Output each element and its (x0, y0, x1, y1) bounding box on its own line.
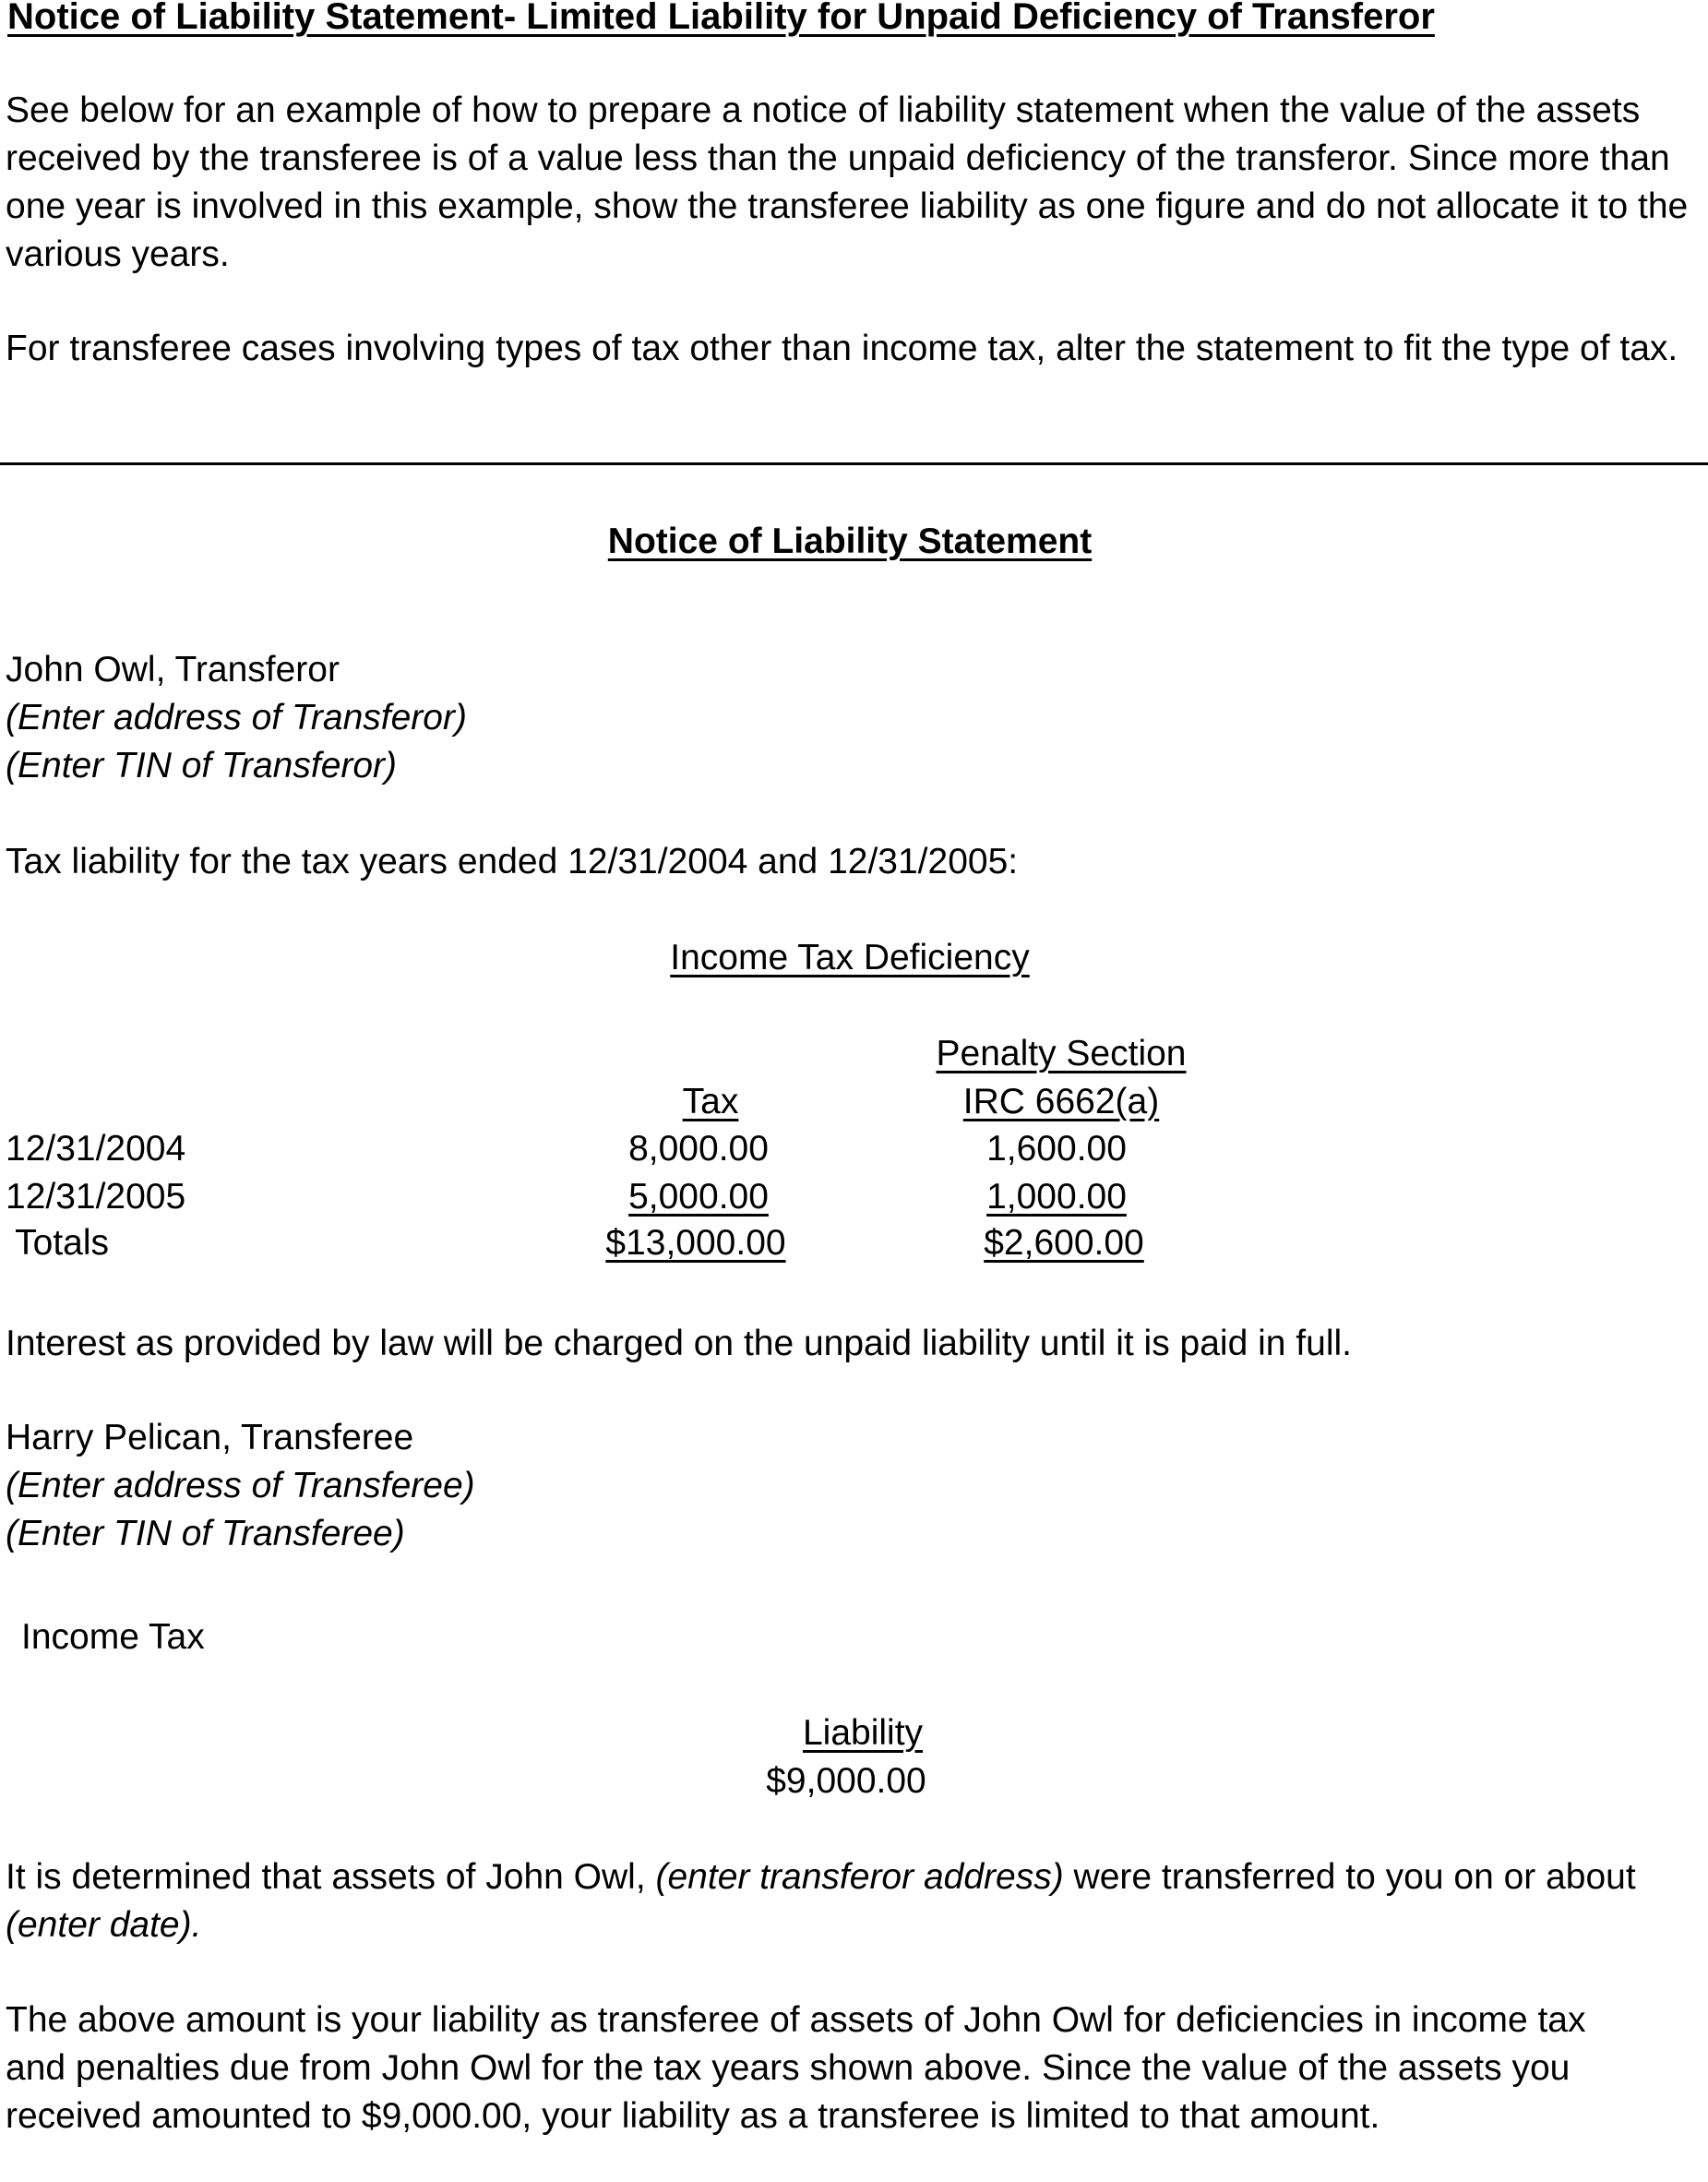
determination-paragraph (6, 1853, 1657, 1949)
transferor-address-prompt: (Enter address of Transferor) (6, 698, 467, 737)
row-penalty-value: 1,000.00 (986, 1177, 1127, 1217)
tax-years-line: Tax liability for the tax years ended 12/31/2004 and 12/31/2005: (6, 842, 1019, 881)
interest-line: Interest as provided by law will be charged on the unpaid liability until it is paid in full. (6, 1324, 1352, 1363)
totals-tax-value: $13,000.00 (605, 1223, 786, 1263)
section-divider (0, 462, 1708, 465)
row-tax-value: 5,000.00 (628, 1177, 769, 1217)
liability-label: Liability (802, 1713, 924, 1753)
intro-paragraph-tax-types: For transferee cases involving types of tax other than income tax, alter the statement to fit the type of tax. (6, 329, 1678, 368)
tax-type-label: Income Tax (21, 1617, 205, 1657)
deficiency-heading: Income Tax Deficiency (670, 938, 1030, 977)
transferee-name: Harry Pelican, Transferee (6, 1418, 414, 1457)
penalty-irc-column-header: IRC 6662(a) (962, 1082, 1160, 1121)
row-label: 12/31/2004 (6, 1129, 186, 1169)
tax-column-header: Tax (682, 1082, 739, 1121)
document-title: Notice of Liability Statement- Limited Liability for Unpaid Deficiency of Transferor (7, 0, 1435, 37)
transferor-name: John Owl, Transferor (6, 650, 340, 689)
transferor-address-placeholder: (enter transferor address) (655, 1857, 1064, 1897)
totals-penalty-value: $2,600.00 (984, 1223, 1144, 1263)
transferor-tin-prompt: (Enter TIN of Transferor) (6, 746, 398, 785)
transferee-address-prompt: (Enter address of Transferee) (6, 1466, 475, 1505)
determination-text: It is determined that assets of John Owl, (6, 1857, 656, 1897)
row-label: 12/31/2005 (6, 1177, 186, 1217)
transferee-tin-prompt: (Enter TIN of Transferee) (6, 1514, 405, 1553)
penalty-column-header: Penalty Section (936, 1034, 1187, 1073)
intro-paragraph: See below for an example of how to prepare a notice of liability statement when the value of the assets received by the transferee is of a value less than the unpaid deficiency of the transferor. Since more than one year is involved in this example, show the transferee liability as one figure and do not allocate it to the various years. (6, 90, 1689, 274)
row-tax-value: 8,000.00 (628, 1129, 769, 1169)
totals-label: Totals (6, 1223, 110, 1263)
date-placeholder: (enter date). (6, 1905, 202, 1945)
closing-paragraph: The above amount is your liability as transferee of assets of John Owl for deficiencies in income tax and penalties due from John Owl for the tax years shown above. Since the value of the assets you received amounted to $9,000.00, your liability as a transferee is limited to that amount. (6, 2000, 1586, 2136)
liability-amount: $9,000.00 (766, 1761, 926, 1801)
statement-title: Notice of Liability Statement (607, 522, 1093, 561)
determination-text-continued: were transferred to you on or about (1063, 1857, 1636, 1897)
row-penalty-value: 1,600.00 (986, 1129, 1127, 1169)
